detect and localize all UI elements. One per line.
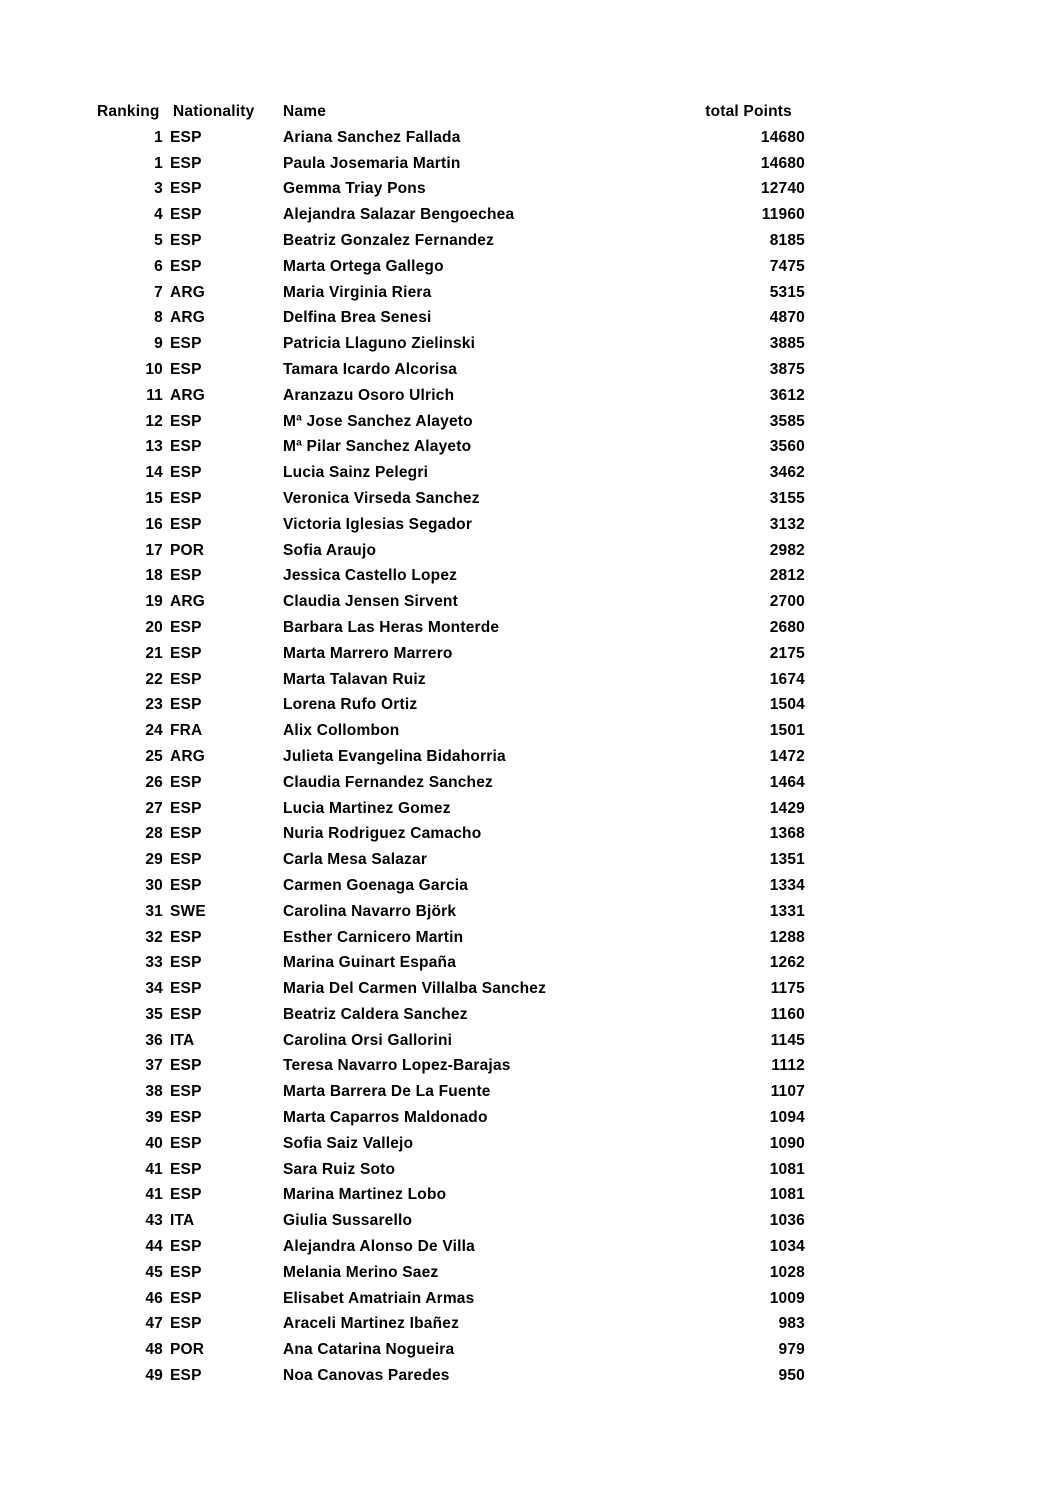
cell-name: Tamara Icardo Alcorisa: [283, 360, 458, 378]
cell-total-points: 5315: [769, 283, 805, 301]
cell-ranking: 8: [154, 309, 163, 327]
cell-nationality: ESP: [170, 412, 202, 430]
cell-ranking: 44: [145, 1238, 163, 1256]
cell-name: Claudia Fernandez Sanchez: [283, 773, 493, 791]
table-row: [93, 1182, 805, 1208]
cell-name: Carolina Orsi Gallorini: [283, 1031, 453, 1049]
cell-nationality: ESP: [170, 489, 202, 507]
cell-ranking: 10: [145, 360, 163, 378]
cell-total-points: 1036: [769, 1212, 805, 1230]
table-row: [93, 305, 805, 331]
table-row: [93, 744, 805, 770]
table-row: [93, 615, 805, 641]
table-row: [93, 1208, 805, 1234]
cell-nationality: ESP: [170, 128, 202, 146]
cell-nationality: ESP: [170, 954, 202, 972]
cell-ranking: 38: [145, 1083, 163, 1101]
column-header-name: Name: [283, 103, 327, 120]
cell-ranking: 6: [154, 257, 163, 275]
cell-name: Lucia Martinez Gomez: [283, 799, 451, 817]
cell-nationality: SWE: [170, 902, 206, 920]
cell-name: Aranzazu Osoro Ulrich: [283, 386, 455, 404]
cell-ranking: 28: [145, 825, 163, 843]
cell-ranking: 37: [145, 1057, 163, 1075]
cell-ranking: 12: [145, 412, 163, 430]
column-header-total-points: total Points: [705, 103, 792, 120]
cell-total-points: 3885: [769, 335, 805, 353]
table-row: [93, 589, 805, 615]
table-row: [93, 460, 805, 486]
table-row: [93, 796, 805, 822]
cell-nationality: ESP: [170, 1315, 202, 1333]
cell-ranking: 39: [145, 1109, 163, 1127]
cell-name: Marina Martinez Lobo: [283, 1186, 447, 1204]
cell-name: Veronica Virseda Sanchez: [283, 489, 480, 507]
cell-name: Teresa Navarro Lopez-Barajas: [283, 1057, 511, 1075]
cell-nationality: ESP: [170, 515, 202, 533]
cell-ranking: 29: [145, 851, 163, 869]
table-row: [93, 1286, 805, 1312]
cell-nationality: ESP: [170, 335, 202, 353]
cell-total-points: 2175: [769, 644, 805, 662]
table-row: [93, 873, 805, 899]
cell-total-points: 11960: [761, 206, 805, 224]
cell-name: Patricia Llaguno Zielinski: [283, 335, 476, 353]
cell-ranking: 30: [145, 876, 163, 894]
cell-name: Carla Mesa Salazar: [283, 851, 428, 869]
cell-nationality: ESP: [170, 644, 202, 662]
cell-total-points: 1368: [769, 825, 805, 843]
cell-name: Maria Del Carmen Villalba Sanchez: [283, 980, 547, 998]
cell-name: Julieta Evangelina Bidahorria: [283, 747, 506, 765]
cell-total-points: 12740: [760, 180, 805, 198]
cell-ranking: 25: [145, 747, 163, 765]
cell-name: Carolina Navarro Björk: [283, 902, 457, 920]
cell-ranking: 5: [154, 231, 163, 249]
cell-name: Gemma Triay Pons: [283, 180, 426, 198]
cell-nationality: ESP: [170, 1160, 202, 1178]
table-row: [93, 486, 805, 512]
table-row: [93, 899, 805, 925]
cell-name: Lorena Rufo Ortiz: [283, 696, 418, 714]
cell-nationality: ESP: [170, 567, 202, 585]
cell-total-points: 3612: [769, 386, 805, 404]
cell-nationality: ESP: [170, 1263, 202, 1281]
cell-total-points: 1674: [769, 670, 805, 688]
cell-ranking: 41: [145, 1160, 163, 1178]
cell-name: Sofia Saiz Vallejo: [283, 1134, 414, 1152]
cell-ranking: 4: [154, 206, 163, 224]
cell-ranking: 45: [145, 1263, 163, 1281]
cell-nationality: ARG: [170, 309, 206, 327]
table-header-row: [93, 99, 805, 125]
cell-name: Marta Ortega Gallego: [283, 257, 444, 275]
cell-total-points: 1262: [769, 954, 805, 972]
cell-total-points: 1107: [770, 1083, 805, 1101]
cell-name: Victoria Iglesias Segador: [283, 515, 473, 533]
table-row: [93, 950, 805, 976]
cell-nationality: ESP: [170, 438, 202, 456]
cell-total-points: 2680: [769, 618, 805, 636]
table-row: [93, 1053, 805, 1079]
cell-ranking: 24: [145, 722, 163, 740]
cell-ranking: 18: [145, 567, 163, 585]
cell-total-points: 2700: [769, 593, 805, 611]
column-header-ranking: Ranking: [97, 103, 160, 120]
cell-ranking: 46: [145, 1289, 163, 1307]
cell-name: Alix Collombon: [283, 722, 400, 740]
cell-nationality: ESP: [170, 1134, 202, 1152]
table-row: [93, 280, 805, 306]
cell-nationality: ESP: [170, 799, 202, 817]
cell-total-points: 1175: [770, 980, 805, 998]
cell-name: Paula Josemaria Martin: [283, 154, 461, 172]
cell-name: Mª Jose Sanchez Alayeto: [283, 412, 473, 430]
ranking-table: [93, 99, 805, 1389]
cell-nationality: ARG: [170, 593, 206, 611]
cell-name: Alejandra Alonso De Villa: [283, 1238, 475, 1256]
cell-total-points: 3462: [769, 464, 805, 482]
cell-nationality: ARG: [170, 386, 206, 404]
cell-nationality: ESP: [170, 825, 202, 843]
table-row: [93, 692, 805, 718]
table-row: [93, 1079, 805, 1105]
cell-total-points: 3585: [769, 412, 805, 430]
table-row: [93, 434, 805, 460]
table-row: [93, 1260, 805, 1286]
cell-ranking: 17: [145, 541, 163, 559]
cell-total-points: 8185: [769, 231, 805, 249]
column-header-nationality: Nationality: [173, 103, 255, 120]
cell-total-points: 3132: [769, 515, 805, 533]
cell-total-points: 2812: [769, 567, 805, 585]
cell-ranking: 35: [145, 1005, 163, 1023]
table-row: [93, 125, 805, 151]
cell-nationality: ARG: [170, 747, 206, 765]
cell-nationality: ESP: [170, 851, 202, 869]
cell-total-points: 1009: [769, 1289, 805, 1307]
cell-name: Melania Merino Saez: [283, 1263, 439, 1281]
cell-ranking: 26: [145, 773, 163, 791]
cell-name: Marina Guinart España: [283, 954, 457, 972]
cell-total-points: 1504: [769, 696, 805, 714]
cell-nationality: ESP: [170, 154, 202, 172]
cell-name: Marta Barrera De La Fuente: [283, 1083, 491, 1101]
cell-total-points: 1288: [769, 928, 805, 946]
cell-ranking: 48: [145, 1341, 163, 1359]
cell-total-points: 1090: [769, 1134, 805, 1152]
cell-ranking: 9: [154, 335, 163, 353]
cell-nationality: ESP: [170, 360, 202, 378]
cell-name: Giulia Sussarello: [283, 1212, 413, 1230]
cell-nationality: ESP: [170, 257, 202, 275]
cell-ranking: 31: [145, 902, 163, 920]
table-row: [93, 151, 805, 177]
cell-ranking: 15: [145, 489, 163, 507]
cell-total-points: 3155: [769, 489, 805, 507]
table-row: [93, 1337, 805, 1363]
cell-name: Marta Talavan Ruiz: [283, 670, 426, 688]
table-row: [93, 667, 805, 693]
table-row: [93, 538, 805, 564]
cell-name: Jessica Castello Lopez: [283, 567, 458, 585]
cell-name: Carmen Goenaga Garcia: [283, 876, 469, 894]
cell-nationality: ESP: [170, 928, 202, 946]
table-row: [93, 1234, 805, 1260]
cell-ranking: 49: [145, 1367, 163, 1385]
cell-total-points: 1334: [769, 876, 805, 894]
cell-total-points: 1160: [770, 1005, 805, 1023]
cell-total-points: 1028: [769, 1263, 805, 1281]
cell-name: Noa Canovas Paredes: [283, 1367, 450, 1385]
cell-total-points: 2982: [769, 541, 805, 559]
cell-ranking: 20: [145, 618, 163, 636]
table-row: [93, 821, 805, 847]
table-row: [93, 1311, 805, 1337]
cell-ranking: 14: [145, 464, 163, 482]
table-row: [93, 718, 805, 744]
cell-ranking: 1: [154, 154, 163, 172]
cell-total-points: 1094: [769, 1109, 805, 1127]
table-row: [93, 383, 805, 409]
cell-total-points: 7475: [769, 257, 805, 275]
cell-ranking: 27: [145, 799, 163, 817]
cell-ranking: 41: [145, 1186, 163, 1204]
cell-name: Ana Catarina Nogueira: [283, 1341, 455, 1359]
cell-nationality: ITA: [170, 1031, 195, 1049]
cell-nationality: ESP: [170, 1367, 202, 1385]
cell-nationality: ESP: [170, 206, 202, 224]
cell-name: Esther Carnicero Martin: [283, 928, 464, 946]
table-row: [93, 357, 805, 383]
cell-total-points: 983: [778, 1315, 805, 1333]
cell-total-points: 1501: [769, 722, 805, 740]
cell-ranking: 7: [154, 283, 163, 301]
cell-nationality: ARG: [170, 283, 206, 301]
cell-total-points: 4870: [769, 309, 805, 327]
cell-nationality: ESP: [170, 1057, 202, 1075]
cell-ranking: 34: [145, 980, 163, 998]
cell-total-points: 1034: [769, 1238, 805, 1256]
cell-name: Barbara Las Heras Monterde: [283, 618, 500, 636]
cell-name: Delfina Brea Senesi: [283, 309, 432, 327]
cell-total-points: 1112: [771, 1057, 805, 1075]
cell-total-points: 1351: [769, 851, 805, 869]
cell-nationality: ESP: [170, 1238, 202, 1256]
table-row: [93, 409, 805, 435]
cell-nationality: ESP: [170, 696, 202, 714]
cell-nationality: ESP: [170, 464, 202, 482]
cell-nationality: ESP: [170, 1109, 202, 1127]
cell-total-points: 1145: [770, 1031, 805, 1049]
cell-name: Sofia Araujo: [283, 541, 377, 559]
table-row: [93, 847, 805, 873]
cell-name: Claudia Jensen Sirvent: [283, 593, 458, 611]
cell-total-points: 14680: [760, 128, 805, 146]
table-row: [93, 1363, 805, 1389]
cell-nationality: FRA: [170, 722, 203, 740]
cell-name: Elisabet Amatriain Armas: [283, 1289, 475, 1307]
cell-ranking: 22: [145, 670, 163, 688]
cell-total-points: 1472: [769, 747, 805, 765]
cell-name: Maria Virginia Riera: [283, 283, 432, 301]
cell-total-points: 14680: [760, 154, 805, 172]
table-row: [93, 1131, 805, 1157]
cell-total-points: 1081: [769, 1160, 805, 1178]
cell-total-points: 979: [778, 1341, 805, 1359]
cell-nationality: ESP: [170, 180, 202, 198]
cell-ranking: 36: [145, 1031, 163, 1049]
cell-ranking: 23: [145, 696, 163, 714]
cell-ranking: 13: [145, 438, 163, 456]
cell-nationality: POR: [170, 1341, 205, 1359]
table-row: [93, 976, 805, 1002]
table-body: [93, 125, 805, 1389]
cell-name: Ariana Sanchez Fallada: [283, 128, 461, 146]
cell-total-points: 950: [778, 1367, 805, 1385]
table-row: [93, 770, 805, 796]
cell-ranking: 16: [145, 515, 163, 533]
table-row: [93, 254, 805, 280]
cell-ranking: 19: [145, 593, 163, 611]
table-row: [93, 1157, 805, 1183]
cell-ranking: 3: [154, 180, 163, 198]
table-row: [93, 202, 805, 228]
table-row: [93, 563, 805, 589]
cell-nationality: ESP: [170, 773, 202, 791]
cell-name: Marta Marrero Marrero: [283, 644, 453, 662]
cell-ranking: 47: [145, 1315, 163, 1333]
cell-nationality: ESP: [170, 876, 202, 894]
table-row: [93, 1028, 805, 1054]
cell-ranking: 33: [145, 954, 163, 972]
cell-total-points: 1081: [769, 1186, 805, 1204]
cell-nationality: ESP: [170, 670, 202, 688]
table-row: [93, 228, 805, 254]
cell-name: Beatriz Caldera Sanchez: [283, 1005, 468, 1023]
cell-name: Lucia Sainz Pelegri: [283, 464, 429, 482]
cell-name: Beatriz Gonzalez Fernandez: [283, 231, 495, 249]
cell-name: Marta Caparros Maldonado: [283, 1109, 488, 1127]
cell-total-points: 1464: [769, 773, 805, 791]
cell-nationality: ESP: [170, 618, 202, 636]
table-row: [93, 925, 805, 951]
cell-nationality: ESP: [170, 1186, 202, 1204]
cell-name: Mª Pilar Sanchez Alayeto: [283, 438, 472, 456]
cell-name: Sara Ruiz Soto: [283, 1160, 396, 1178]
cell-name: Araceli Martinez Ibañez: [283, 1315, 460, 1333]
cell-ranking: 21: [145, 644, 163, 662]
cell-name: Nuria Rodriguez Camacho: [283, 825, 482, 843]
cell-ranking: 40: [145, 1134, 163, 1152]
cell-ranking: 32: [145, 928, 163, 946]
cell-ranking: 43: [145, 1212, 163, 1230]
cell-nationality: ITA: [170, 1212, 195, 1230]
cell-total-points: 1429: [769, 799, 805, 817]
cell-total-points: 3875: [769, 360, 805, 378]
table-row: [93, 1002, 805, 1028]
cell-nationality: ESP: [170, 1289, 202, 1307]
cell-nationality: ESP: [170, 1083, 202, 1101]
table-row: [93, 512, 805, 538]
table-row: [93, 331, 805, 357]
cell-nationality: ESP: [170, 1005, 202, 1023]
table-row: [93, 641, 805, 667]
cell-total-points: 3560: [769, 438, 805, 456]
cell-ranking: 1: [154, 128, 163, 146]
table-row: [93, 1105, 805, 1131]
cell-total-points: 1331: [769, 902, 805, 920]
table-row: [93, 176, 805, 202]
cell-nationality: POR: [170, 541, 205, 559]
cell-ranking: 11: [146, 386, 163, 404]
cell-name: Alejandra Salazar Bengoechea: [283, 206, 515, 224]
cell-nationality: ESP: [170, 231, 202, 249]
cell-nationality: ESP: [170, 980, 202, 998]
